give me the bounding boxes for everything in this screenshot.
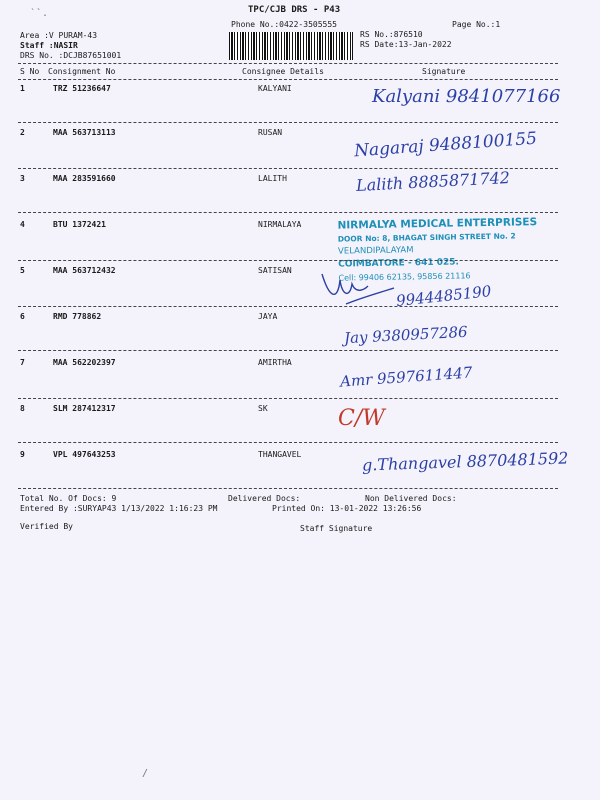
row-consignment: MAA 563712432 — [53, 266, 116, 275]
rs-date: RS Date:13-Jan-2022 — [360, 40, 452, 49]
row-consignee: THANGAVEL — [258, 450, 302, 459]
stamp-city: COIMBATORE - 641 025. — [338, 257, 459, 270]
entered-by: Entered By :SURYAP43 1/13/2022 1:16:23 PM — [20, 504, 218, 513]
row-sno: 7 — [20, 358, 25, 367]
non-delivered-docs: Non Delivered Docs: — [365, 494, 457, 503]
divider — [18, 488, 558, 489]
row-sno: 4 — [20, 220, 25, 229]
printed-on: Printed On: 13-01-2022 13:26:56 — [272, 504, 422, 513]
phone-number: Phone No.:0422-3505555 — [231, 20, 337, 29]
signature-scribble-icon — [316, 260, 396, 308]
row-consignment: VPL 497643253 — [53, 450, 116, 459]
row-consignee: KALYANI — [258, 84, 292, 93]
row-sno: 2 — [20, 128, 25, 137]
area-label: Area :V PURAM-43 — [20, 31, 98, 40]
delivered-docs: Delivered Docs: — [228, 494, 301, 503]
row-consignment: TRZ 51236647 — [53, 84, 111, 93]
column-consignment: Consignment No — [48, 67, 116, 76]
row-signature: 9944485190 — [395, 282, 493, 310]
row-consignee: RUSAN — [258, 128, 283, 137]
row-sno: 8 — [20, 404, 25, 413]
divider — [18, 306, 558, 307]
row-consignee: SATISAN — [258, 266, 292, 275]
row-consignee: JAYA — [258, 312, 278, 321]
row-consignment: SLM 287412317 — [53, 404, 116, 413]
stamp-name: NIRMALYA MEDICAL ENTERPRISES — [337, 216, 538, 232]
stamp-address: DOOR No: 8, BHAGAT SINGH STREET No. 2 — [337, 231, 516, 244]
divider — [18, 442, 558, 443]
row-signature: Jay 9380957286 — [343, 322, 469, 348]
row-sno: 3 — [20, 174, 25, 183]
rs-number: RS No.:876510 — [360, 30, 423, 39]
column-signature: Signature — [422, 67, 466, 76]
stamp-locality: VELANDIPALAYAM — [337, 245, 414, 257]
row-consignment: RMD 778862 — [53, 312, 102, 321]
column-consignee: Consignee Details — [242, 67, 324, 76]
staff-signature: Staff Signature — [300, 524, 373, 533]
row-consignee: SK — [258, 404, 268, 413]
divider — [18, 63, 558, 64]
verified-by: Verified By — [20, 522, 73, 531]
row-sno: 9 — [20, 450, 25, 459]
drs-number: DRS No. :DCJB87651001 — [20, 51, 122, 60]
document-title: TPC/CJB DRS - P43 — [248, 5, 341, 15]
stamp-phone: Cell: 99406 62135, 95856 21116 — [338, 271, 471, 283]
scan-mark: ˋ`. — [30, 8, 49, 19]
page-number: Page No.:1 — [452, 20, 501, 29]
divider — [18, 212, 558, 213]
row-consignment: MAA 562202397 — [53, 358, 116, 367]
divider — [18, 79, 558, 80]
row-signature: Kalyani 9841077166 — [372, 86, 561, 107]
staff-label: Staff :NASIR — [20, 41, 78, 50]
divider — [18, 122, 558, 123]
row-consignee: NIRMALAYA — [258, 220, 302, 229]
row-sno: 5 — [20, 266, 25, 275]
total-docs: Total No. Of Docs: 9 — [20, 494, 117, 503]
row-signature: g.Thangavel 8870481592 — [361, 448, 569, 475]
divider — [18, 350, 558, 351]
row-signature: C/W — [338, 406, 385, 431]
row-consignment: MAA 563713113 — [53, 128, 116, 137]
row-consignment: MAA 283591660 — [53, 174, 116, 183]
row-sno: 6 — [20, 312, 25, 321]
column-sno: S No — [20, 67, 40, 76]
barcode — [229, 32, 353, 60]
row-signature: Nagaraj 9488100155 — [353, 128, 538, 162]
scan-mark: / — [142, 768, 149, 779]
row-signature: Amr 9597611447 — [339, 363, 473, 391]
row-consignee: AMIRTHA — [258, 358, 292, 367]
row-signature: Lalith 8885871742 — [355, 167, 511, 196]
divider — [18, 260, 558, 261]
divider — [18, 398, 558, 399]
row-sno: 1 — [20, 84, 25, 93]
row-consignee: LALITH — [258, 174, 287, 183]
row-consignment: BTU 1372421 — [53, 220, 106, 229]
